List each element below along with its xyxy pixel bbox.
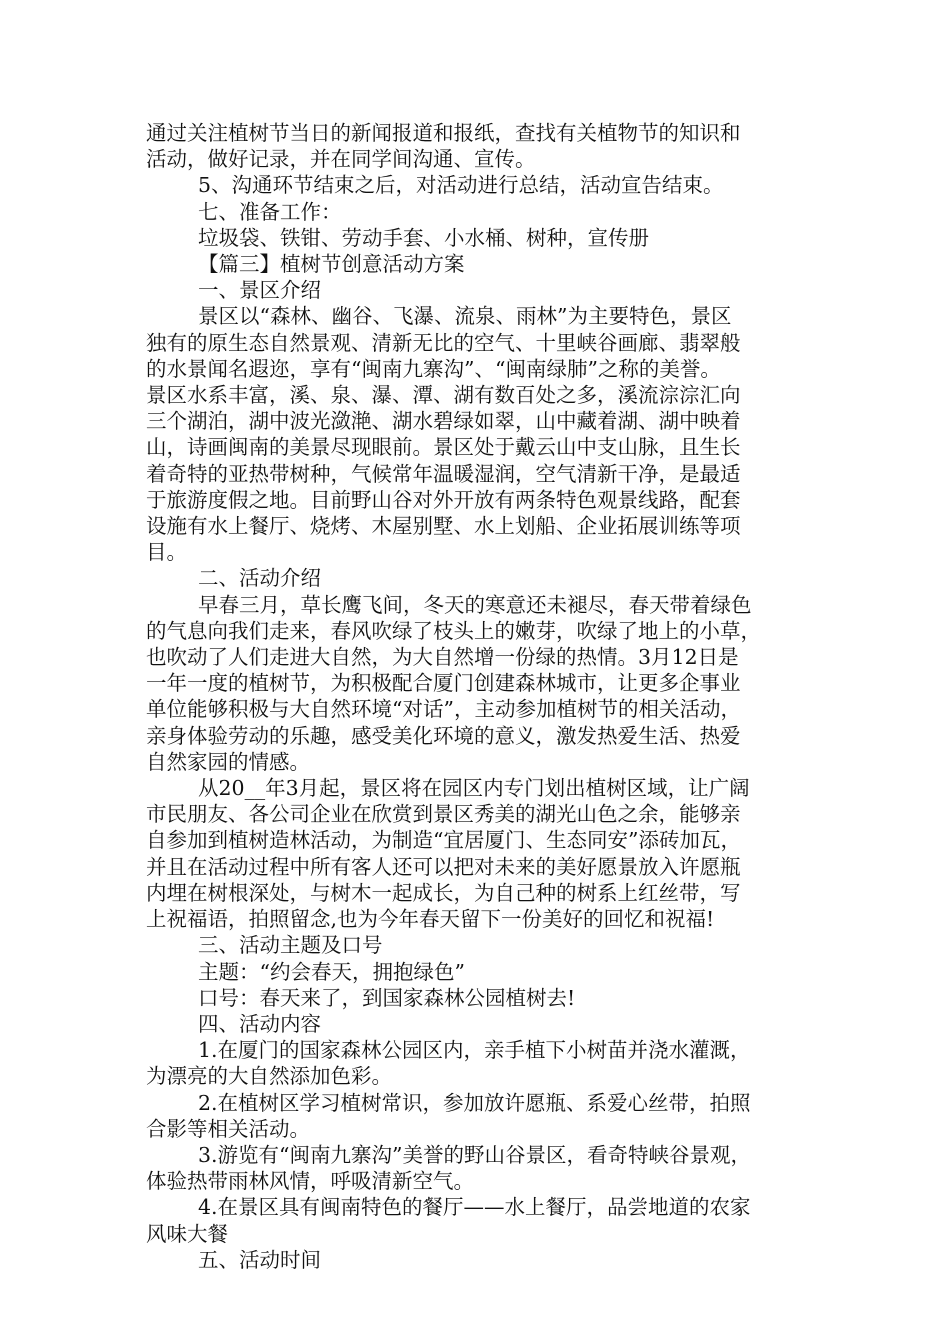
text-line: 主题：“约会春天，拥抱绿色”: [198, 959, 465, 984]
text-line: 着奇特的亚热带树种，气候常年温暖湿润，空气清新干净，是最适: [146, 461, 741, 486]
text-line: 三个湖泊，湖中波光潋滟、湖水碧绿如翠，山中藏着湖、湖中映着: [146, 409, 741, 434]
text-line: 通过关注植树节当日的新闻报道和报纸，查找有关植物节的知识和: [146, 121, 741, 145]
text-line: 亲身体验劳动的乐趣，感受美化环境的意义，激发热爱生活、热爱: [146, 723, 741, 748]
text-line: 七、准备工作：: [198, 199, 342, 224]
text-line: 独有的原生态自然景观、清新无比的空气、十里峡谷画廊、翡翠般: [146, 330, 741, 355]
text-line: 口号：春天来了，到国家森林公园植树去!: [198, 985, 576, 1010]
text-line: 3.游览有“闽南九寨沟”美誉的野山谷景区，看奇特峡谷景观，: [198, 1142, 752, 1167]
text-line: 2.在植树区学习植树常识，参加放许愿瓶、系爱心丝带，拍照: [198, 1090, 751, 1115]
text-line: 一年一度的植树节，为积极配合厦门创建森林城市，让更多企事业: [146, 671, 741, 696]
text-line: 的气息向我们走来，春风吹绿了枝头上的嫩芽，吹绿了地上的小草，: [146, 618, 761, 643]
text-line: 二、活动介绍: [198, 566, 321, 591]
text-line: 并且在活动过程中所有客人还可以把对未来的美好愿景放入许愿瓶: [146, 854, 741, 879]
text-line: 合影等相关活动。: [146, 1116, 310, 1141]
text-line: 三、活动主题及口号: [198, 933, 383, 958]
text-line: 自然家园的情感。: [146, 749, 310, 774]
text-line: 内埋在树根深处，与树木一起成长，为自己种的树系上红丝带，写: [146, 880, 741, 905]
text-line: 体验热带雨林风情，呼吸清新空气。: [146, 1169, 474, 1194]
text-line: 市民朋友、各公司企业在欣赏到景区秀美的湖光山色之余，能够亲: [146, 802, 741, 827]
text-line: 景区水系丰富，溪、泉、瀑、潭、湖有数百处之多，溪流淙淙汇向: [146, 383, 741, 408]
text-line: 设施有水上餐厅、烧烤、木屋别墅、水上划船、企业拓展训练等项: [146, 514, 741, 539]
text-line: 4.在景区具有闽南特色的餐厅——水上餐厅，品尝地道的农家: [198, 1195, 751, 1220]
text-line: 目。: [146, 540, 187, 565]
text-line: 五、活动时间: [198, 1247, 321, 1272]
document-body: [146, 120, 816, 1273]
text-line: 垃圾袋、铁钳、劳动手套、小水桶、树种，宣传册: [198, 225, 649, 250]
text-line: 5、沟通环节结束之后，对活动进行总结，活动宣告结束。: [198, 173, 724, 198]
text-line: 的水景闻名遐迩，享有“闽南九寨沟”、“闽南绿肺”之称的美誉。: [146, 356, 721, 381]
text-line: 单位能够积极与大自然环境“对话”，主动参加植树节的相关活动，: [146, 697, 741, 722]
text-line: 上祝福语，拍照留念,也为今年春天留下一份美好的回忆和祝福!: [146, 907, 715, 932]
text-line: 也吹动了人们走进大自然，为大自然增一份绿的热情。3月12日是: [146, 645, 739, 670]
text-line: 早春三月，草长鹰飞间，冬天的寒意还未褪尽，春天带着绿色: [198, 592, 752, 617]
text-line: 【篇三】植树节创意活动方案: [198, 252, 465, 277]
text-line: 活动，做好记录，并在同学间沟通、宣传。: [146, 147, 536, 172]
text-line: 四、活动内容: [198, 1011, 321, 1036]
text-line: 于旅游度假之地。目前野山谷对外开放有两条特色观景线路，配套: [146, 487, 741, 512]
text-line: 风味大餐: [146, 1221, 228, 1246]
text-line: 为漂亮的大自然添加色彩。: [146, 1064, 392, 1089]
text-line: 自参加到植树造林活动，为制造“宜居厦门、生态同安”添砖加瓦，: [146, 828, 741, 853]
text-line: 一、景区介绍: [198, 278, 321, 303]
text-line: 1.在厦门的国家森林公园区内，亲手植下小树苗并浇水灌溉，: [198, 1038, 751, 1063]
text-line: 从20__年3月起，景区将在园区内专门划出植树区域，让广阔: [198, 776, 750, 801]
text-line: 景区以“森林、幽谷、飞瀑、流泉、雨林”为主要特色，景区: [198, 304, 732, 329]
text-line: 山，诗画闽南的美景尽现眼前。景区处于戴云山中支山脉，且生长: [146, 435, 741, 460]
